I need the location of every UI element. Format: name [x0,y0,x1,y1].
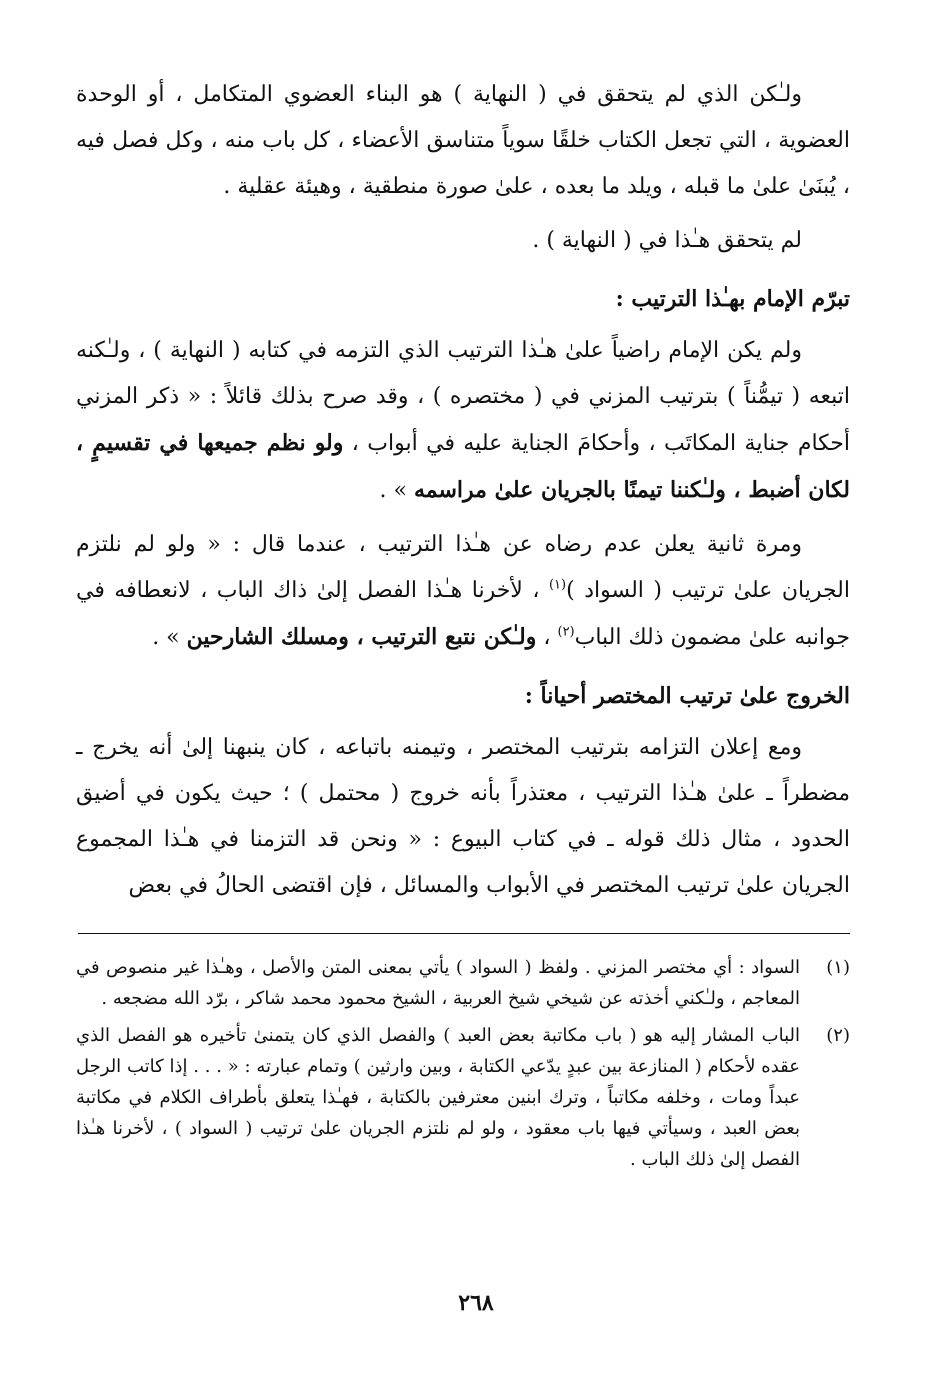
footnote-number: (٢) [826,1025,850,1046]
footnote-text: السواد : أي مختصر المزني . ولفظ ( السواد ) يأتي بمعنى المتن والأصل ، وهـٰذا غير منصوص في المعاجم ، ولـٰكني أخذته عن شيخي شيخ العربية ، الشيخ محمود محمد شاكر ، برّد الله مضجعه . [76,957,800,1009]
footnote-ref-1: (١) [548,577,567,593]
footnote [76,952,850,1014]
paragraph-4-text: ومرة ثانية يعلن عدم رضاه عن هـٰذا الترتيب ، عندما قال : « ولو لم نلتزم الجريان علىٰ ترتيب ( السواد ) [76,532,850,603]
paragraph-3-bold: ولو نظم جميعها في تقسيمٍ ، لكان أضبط ، ولـٰكننا تيمنًا بالجريان علىٰ مراسمه [76,430,850,503]
paragraph-4-end: » . [152,625,187,650]
footnote-ref-2: (٢) [557,624,575,640]
paragraph-4-text-2: ، لأخرنا هـٰذا الفصل إلىٰ ذاك الباب ، لانعطافه في جوانبه علىٰ مضمون ذلك الباب [76,578,850,650]
paragraph-5: ومع إعلان التزامه بترتيب المختصر ، وتيمنه باتباعه ، كان ينبهنا إلىٰ أنه يخرج ـ مضطراً ـ علىٰ هـٰذا الترتيب ، معتذراً بأنه خروج ( محتمل ) ؛ حيث يكون في أضيق الحدود ، مثال ذلك قوله ـ في كتاب البيوع : « ونحن قد التزمنا في هـٰذا المجموع الجريان علىٰ ترتيب المختصر في الأبواب والمسائل ، فإن اقتضى الحالُ في بعض [76,735,850,898]
footnote-text: الباب المشار إليه هو ( باب مكاتبة بعض العبد ) والفصل الذي كان يتمنىٰ تأخيره هو الفصل الذي عقده لأحكام ( المنازعة بين عبدٍ يدّعي الكتابة ، وبين وارثين ) وتمام عبارته : « . . . إذا كاتب الرجل عبداً ومات ، وخلفه مكاتباً ، وترك ابنين معترفين بالكتابة ، فهـٰذا يتعلق بأطراف الكلام في مكاتبة بعض العبد ، وسيأتي فيها باب معقود ، ولو لم نلتزم الجريان علىٰ ترتيب ( السواد ) ، لأخرنا هـٰذا الفصل إلىٰ ذلك الباب . [76,1025,800,1170]
footnotes [76,952,850,1175]
footnote [76,1020,850,1175]
paragraph-4 [76,522,850,661]
footnote-number: (١) [826,957,850,978]
footnote-divider [78,933,850,934]
paragraph-2: لم يتحقق هـٰذا في ( النهاية ) . [532,228,802,253]
paragraph-1: ولـٰكن الذي لم يتحقق في ( النهاية ) هو البناء العضوي المتكامل ، أو الوحدة العضوية ، التي تجعل الكتاب خلقًا سوياً متناسق الأعضاء ، كل باب منه ، وكل فصل فيه ، يُبنَىٰ علىٰ ما قبله ، ويلد ما بعده ، علىٰ صورة منطقية ، وهيئة عقلية . [76,82,850,199]
page-content [76,72,850,1181]
heading-1: تبرّم الإمام بهـٰذا الترتيب : [615,286,850,312]
page-number: ٢٦٨ [458,1290,494,1316]
paragraph-3-text: ولم يكن الإمام راضياً علىٰ هـٰذا الترتيب الذي التزمه في كتابه ( النهاية ) ، ولـٰكنه اتبعه ( تيمُّناً ) بترتيب المزني في ( مختصره ) ، وقد صرح بذلك قائلاً : « ذكر المزني أحكام جناية المكاتَب ، وأحكامَ الجناية عليه في أبواب ، [76,338,851,456]
paragraph-4-text-3: ، [536,625,558,650]
heading-2: الخروج علىٰ ترتيب المختصر أحياناً : [524,683,850,709]
paragraph-3-end: » . [379,478,414,503]
main-text [76,72,850,909]
paragraph-3 [76,328,850,514]
paragraph-4-bold: ولـٰكن نتبع الترتيب ، ومسلك الشارحين [186,624,537,650]
